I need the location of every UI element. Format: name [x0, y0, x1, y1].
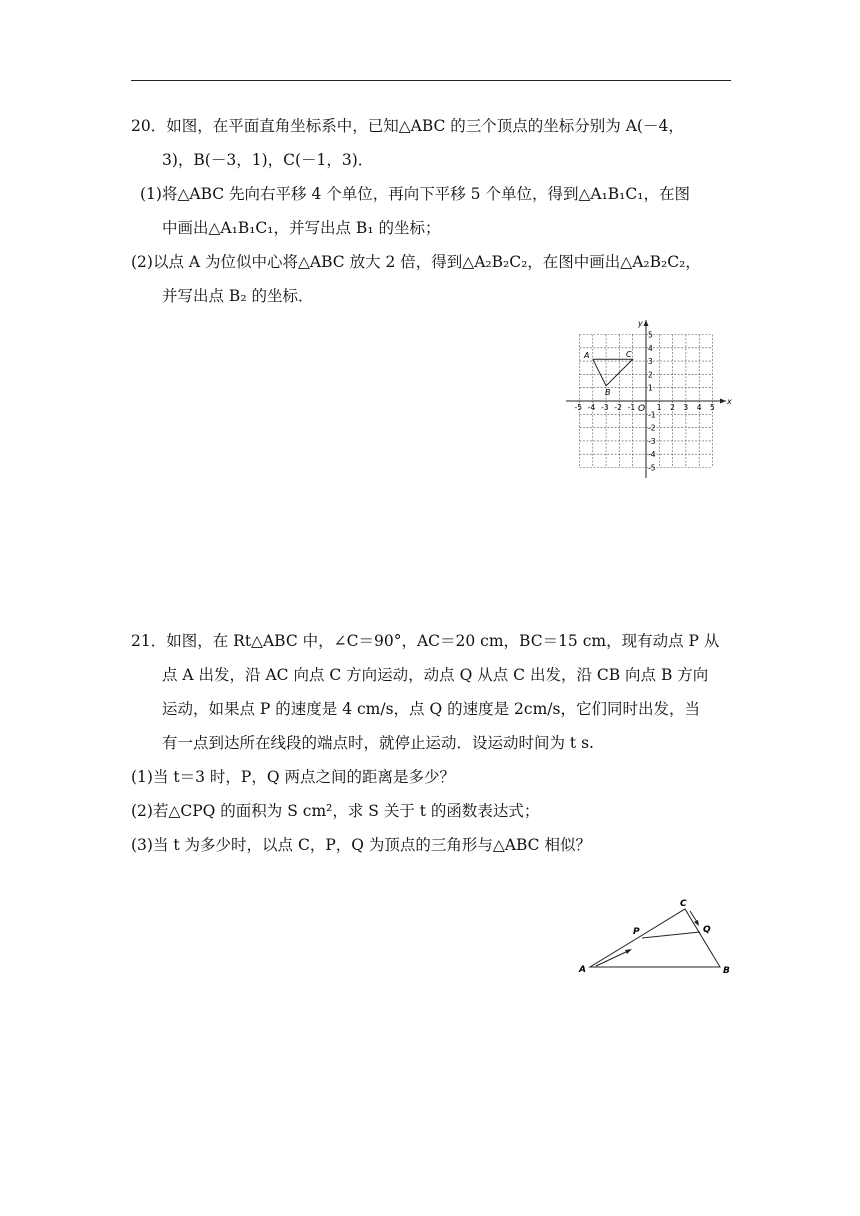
x-tick-label: -4	[587, 403, 596, 412]
q21-line: 点 A 出发，沿 AC 向点 C 方向运动，动点 Q 从点 C 出发，沿 CB 向点 B 方向	[162, 666, 709, 684]
q20-line: (1)将△ABC 先向右平移 4 个单位，再向下平移 5 个单位，得到△A₁B₁C₁，在图	[140, 185, 690, 203]
point-q-label: Q	[703, 925, 711, 935]
x-tick-label: -5	[574, 403, 582, 412]
x-tick-label: 4	[696, 403, 702, 412]
arrow-along-cb	[690, 911, 697, 922]
point-c-label: C	[680, 899, 687, 909]
point-p-label: P	[633, 927, 640, 937]
y-tick-label: -5	[648, 463, 656, 473]
coordinate-grid-figure	[566, 318, 736, 480]
q21-line: 21．如图，在 Rt△ABC 中，∠C＝90°，AC＝20 cm，BC＝15 cm，现有动点 P 从	[131, 632, 720, 650]
origin-label: O	[638, 404, 646, 414]
q21-line: (3)当 t 为多少时，以点 C，P，Q 为顶点的三角形与△ABC 相似？	[131, 836, 591, 854]
x-tick-label: -1	[627, 403, 636, 412]
y-tick-label: 1	[648, 383, 653, 393]
q21-line: 运动，如果点 P 的速度是 4 cm/s，点 Q 的速度是 2cm/s，它们同时出发，当	[162, 700, 700, 718]
arrow-along-ac-head	[625, 949, 632, 954]
y-tick-label: 2	[648, 370, 653, 380]
point-a-label: A	[584, 351, 590, 360]
y-tick-label: 4	[648, 343, 653, 353]
x-axis-label: x	[727, 397, 732, 406]
point-c-label: C	[626, 350, 632, 359]
triangle-motion-figure	[576, 893, 736, 983]
y-tick-label: -2	[648, 423, 656, 433]
y-tick-label: -1	[648, 410, 656, 420]
y-tick-label: -4	[648, 450, 656, 460]
q20-line: (2)以点 A 为位似中心将△ABC 放大 2 倍，得到△A₂B₂C₂，在图中画出△A₂B₂C₂，	[131, 253, 701, 271]
x-tick-label: 1	[656, 403, 662, 412]
y-tick-label: -3	[648, 436, 656, 446]
q21-line: (1)当 t＝3 时，P，Q 两点之间的距离是多少？	[131, 768, 455, 786]
q20-line: 中画出△A₁B₁C₁，并写出点 B₁ 的坐标；	[162, 219, 441, 237]
point-b-label: B	[723, 966, 730, 976]
y-tick-label: 5	[648, 330, 653, 340]
x-tick-label: 2	[670, 403, 675, 412]
top-rule	[131, 80, 731, 81]
q21-line: (2)若△CPQ 的面积为 S cm²，求 S 关于 t 的函数表达式；	[131, 802, 540, 820]
q20-line: 3)，B(－3，1)，C(－1，3)．	[162, 151, 374, 169]
point-b-label: B	[605, 388, 611, 397]
q20-line: 20．如图，在平面直角坐标系中，已知△ABC 的三个顶点的坐标分别为 A(－4，	[131, 117, 684, 135]
point-a-label: A	[579, 965, 586, 975]
triangle-abc	[593, 359, 633, 386]
x-tick-label: 5	[710, 403, 715, 412]
y-axis-arrow	[644, 320, 649, 326]
x-tick-label: -3	[601, 403, 609, 412]
segment-pq	[642, 932, 700, 938]
q20-line: 并写出点 B₂ 的坐标．	[162, 287, 314, 305]
x-axis-arrow	[720, 399, 726, 404]
y-axis-label: y	[638, 319, 643, 328]
y-tick-label: 3	[648, 357, 653, 367]
triangle-abc-main	[590, 909, 720, 967]
x-tick-label: -2	[614, 403, 622, 412]
q21-line: 有一点到达所在线段的端点时，就停止运动．设运动时间为 t s.	[162, 734, 594, 752]
x-tick-label: 3	[683, 403, 689, 412]
